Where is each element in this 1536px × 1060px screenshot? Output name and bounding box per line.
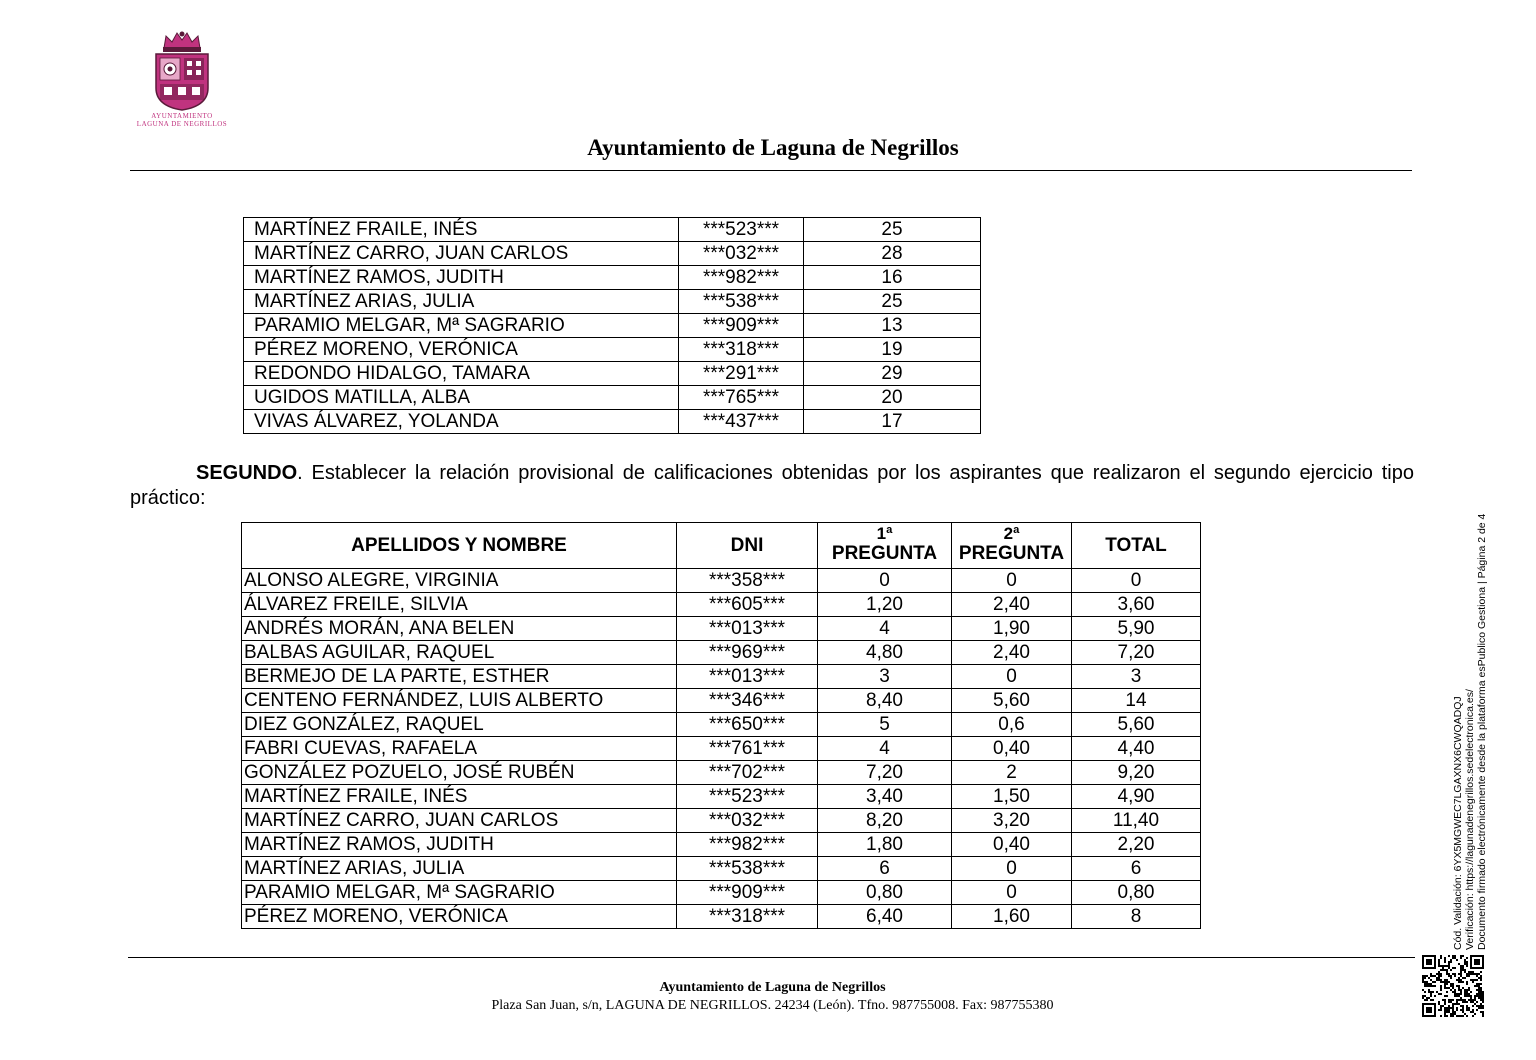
cell-p1: 4,80	[818, 641, 952, 665]
cell-name: REDONDO HIDALGO, TAMARA	[244, 362, 679, 386]
cell-p1: 1,20	[818, 593, 952, 617]
cell-name: ALONSO ALEGRE, VIRGINIA	[242, 569, 677, 593]
cell-dni: ***013***	[677, 617, 818, 641]
header-total: TOTAL	[1072, 523, 1201, 569]
cell-name: MARTÍNEZ CARRO, JUAN CARLOS	[244, 242, 679, 266]
cell-name: ÁLVAREZ FREILE, SILVIA	[242, 593, 677, 617]
cell-dni: ***358***	[677, 569, 818, 593]
crest-caption-line1: AYUNTAMIENTO	[151, 112, 213, 120]
cell-name: DIEZ GONZÁLEZ, RAQUEL	[242, 713, 677, 737]
cell-name: MARTÍNEZ RAMOS, JUDITH	[244, 266, 679, 290]
cell-dni: ***523***	[679, 218, 804, 242]
cell-dni: ***765***	[679, 386, 804, 410]
cell-total: 6	[1072, 857, 1201, 881]
cell-p1: 8,20	[818, 809, 952, 833]
cell-dni: ***538***	[677, 857, 818, 881]
header-question-2	[952, 523, 1072, 569]
cell-score: 17	[804, 410, 981, 434]
header-question-1-number: 1ª	[876, 524, 893, 543]
header-question-2-number: 2ª	[1003, 524, 1020, 543]
qr-code-icon	[1422, 955, 1484, 1017]
table-row	[242, 689, 1201, 713]
header-dni: DNI	[677, 523, 818, 569]
cell-dni: ***761***	[677, 737, 818, 761]
validation-side-text	[1452, 490, 1492, 950]
cell-dni: ***032***	[679, 242, 804, 266]
cell-total: 14	[1072, 689, 1201, 713]
table-row	[242, 881, 1201, 905]
footer-divider	[128, 957, 1415, 958]
cell-p2: 2,40	[952, 641, 1072, 665]
header-question-1	[818, 523, 952, 569]
cell-p2: 0	[952, 665, 1072, 689]
cell-p1: 6	[818, 857, 952, 881]
cell-dni: ***523***	[677, 785, 818, 809]
cell-p2: 0	[952, 857, 1072, 881]
cell-total: 9,20	[1072, 761, 1201, 785]
header-name: APELLIDOS Y NOMBRE	[242, 523, 677, 569]
cell-score: 19	[804, 338, 981, 362]
cell-total: 3	[1072, 665, 1201, 689]
cell-name: PARAMIO MELGAR, Mª SAGRARIO	[244, 314, 679, 338]
cell-p2: 0	[952, 569, 1072, 593]
table-row	[242, 761, 1201, 785]
cell-name: MARTÍNEZ FRAILE, INÉS	[242, 785, 677, 809]
cell-p1: 7,20	[818, 761, 952, 785]
footer-title: Ayuntamiento de Laguna de Negrillos	[659, 980, 886, 995]
footer-address: Plaza San Juan, s/n, LAGUNA DE NEGRILLOS. 24234 (León). Tfno. 987755008. Fax: 987755380	[491, 998, 1054, 1013]
cell-score: 25	[804, 218, 981, 242]
cell-name: MARTÍNEZ ARIAS, JULIA	[242, 857, 677, 881]
cell-name: GONZÁLEZ POZUELO, JOSÉ RUBÉN	[242, 761, 677, 785]
table-row	[242, 665, 1201, 689]
cell-dni: ***969***	[677, 641, 818, 665]
cell-total: 0,80	[1072, 881, 1201, 905]
cell-dni: ***909***	[679, 314, 804, 338]
cell-total: 7,20	[1072, 641, 1201, 665]
cell-p2: 3,20	[952, 809, 1072, 833]
table-header-row	[242, 523, 1201, 569]
cell-p1: 4	[818, 737, 952, 761]
table-row	[242, 833, 1201, 857]
first-results-table-body	[244, 218, 981, 434]
table-row	[242, 809, 1201, 833]
cell-score: 29	[804, 362, 981, 386]
cell-p2: 2,40	[952, 593, 1072, 617]
cell-dni: ***346***	[677, 689, 818, 713]
cell-dni: ***032***	[677, 809, 818, 833]
cell-p2: 5,60	[952, 689, 1072, 713]
cell-name: BALBAS AGUILAR, RAQUEL	[242, 641, 677, 665]
cell-name: PÉREZ MORENO, VERÓNICA	[244, 338, 679, 362]
cell-p2: 0	[952, 881, 1072, 905]
cell-name: CENTENO FERNÁNDEZ, LUIS ALBERTO	[242, 689, 677, 713]
cell-p2: 1,90	[952, 617, 1072, 641]
cell-dni: ***982***	[677, 833, 818, 857]
header-divider	[130, 170, 1412, 171]
table-row	[242, 785, 1201, 809]
cell-dni: ***318***	[679, 338, 804, 362]
cell-p1: 3	[818, 665, 952, 689]
cell-total: 11,40	[1072, 809, 1201, 833]
cell-p1: 6,40	[818, 905, 952, 929]
signature-notice: Documento firmado electrónicamente desde la plataforma esPublico Gestiona | Página 2 de 4	[1476, 513, 1488, 950]
table-row	[242, 593, 1201, 617]
table-row	[242, 569, 1201, 593]
cell-name: UGIDOS MATILLA, ALBA	[244, 386, 679, 410]
cell-name: PARAMIO MELGAR, Mª SAGRARIO	[242, 881, 677, 905]
cell-total: 4,90	[1072, 785, 1201, 809]
table-row	[244, 242, 981, 266]
cell-name: BERMEJO DE LA PARTE, ESTHER	[242, 665, 677, 689]
table-row	[244, 218, 981, 242]
cell-name: VIVAS ÁLVAREZ, YOLANDA	[244, 410, 679, 434]
cell-p1: 1,80	[818, 833, 952, 857]
cell-p2: 1,50	[952, 785, 1072, 809]
cell-p1: 8,40	[818, 689, 952, 713]
cell-name: PÉREZ MORENO, VERÓNICA	[242, 905, 677, 929]
header-question-1-label: PREGUNTA	[831, 543, 938, 564]
cell-dni: ***909***	[677, 881, 818, 905]
table-row	[242, 713, 1201, 737]
cell-dni: ***982***	[679, 266, 804, 290]
table-row	[242, 617, 1201, 641]
table-row	[244, 266, 981, 290]
cell-p2: 0,6	[952, 713, 1072, 737]
cell-p2: 1,60	[952, 905, 1072, 929]
second-results-table	[241, 522, 1201, 929]
cell-p1: 5	[818, 713, 952, 737]
cell-dni: ***605***	[677, 593, 818, 617]
crest-caption-line2: LAGUNA DE NEGRILLOS	[136, 120, 228, 128]
cell-name: MARTÍNEZ ARIAS, JULIA	[244, 290, 679, 314]
cell-p2: 0,40	[952, 737, 1072, 761]
verification-url: Verificación: https://lagunadenegrillos.sedelectronica.es/	[1464, 689, 1476, 950]
second-results-table-body	[242, 569, 1201, 929]
cell-dni: ***013***	[677, 665, 818, 689]
cell-dni: ***437***	[679, 410, 804, 434]
cell-total: 3,60	[1072, 593, 1201, 617]
table-row	[242, 641, 1201, 665]
cell-name: MARTÍNEZ CARRO, JUAN CARLOS	[242, 809, 677, 833]
cell-score: 25	[804, 290, 981, 314]
table-row	[242, 905, 1201, 929]
cell-dni: ***650***	[677, 713, 818, 737]
cell-total: 8	[1072, 905, 1201, 929]
cell-total: 5,60	[1072, 713, 1201, 737]
cell-p1: 3,40	[818, 785, 952, 809]
header-question-2-label: PREGUNTA	[958, 543, 1065, 564]
cell-dni: ***318***	[677, 905, 818, 929]
cell-total: 2,20	[1072, 833, 1201, 857]
cell-score: 20	[804, 386, 981, 410]
crest-caption	[128, 112, 236, 128]
section-text: . Establecer la relación provisional de calificaciones obtenidas por los aspirantes que realizaron el segundo ejercicio tipo práctico:	[130, 462, 1414, 509]
first-results-table	[243, 217, 981, 434]
page-title: Ayuntamiento de Laguna de Negrillos	[587, 135, 959, 160]
table-row	[244, 410, 981, 434]
cell-score: 16	[804, 266, 981, 290]
cell-name: ANDRÉS MORÁN, ANA BELEN	[242, 617, 677, 641]
cell-score: 13	[804, 314, 981, 338]
cell-dni: ***291***	[679, 362, 804, 386]
cell-score: 28	[804, 242, 981, 266]
cell-dni: ***538***	[679, 290, 804, 314]
table-row	[244, 338, 981, 362]
section-lead: SEGUNDO	[196, 462, 298, 484]
cell-p1: 4	[818, 617, 952, 641]
cell-total: 5,90	[1072, 617, 1201, 641]
table-row	[244, 314, 981, 338]
cell-name: MARTÍNEZ RAMOS, JUDITH	[242, 833, 677, 857]
second-section-paragraph	[130, 461, 1414, 511]
table-row	[244, 290, 981, 314]
cell-p1: 0,80	[818, 881, 952, 905]
cell-p2: 0,40	[952, 833, 1072, 857]
cell-p1: 0	[818, 569, 952, 593]
cell-dni: ***702***	[677, 761, 818, 785]
cell-p2: 2	[952, 761, 1072, 785]
municipal-crest-logo	[150, 30, 214, 112]
table-row	[244, 362, 981, 386]
table-row	[242, 737, 1201, 761]
cell-name: MARTÍNEZ FRAILE, INÉS	[244, 218, 679, 242]
cell-total: 4,40	[1072, 737, 1201, 761]
cell-name: FABRI CUEVAS, RAFAELA	[242, 737, 677, 761]
table-row	[242, 857, 1201, 881]
cell-total: 0	[1072, 569, 1201, 593]
table-row	[244, 386, 981, 410]
validation-code: Cód. Validación: 6YX5MGWEC7LGAXNX6CWQADQJ	[1452, 696, 1464, 950]
